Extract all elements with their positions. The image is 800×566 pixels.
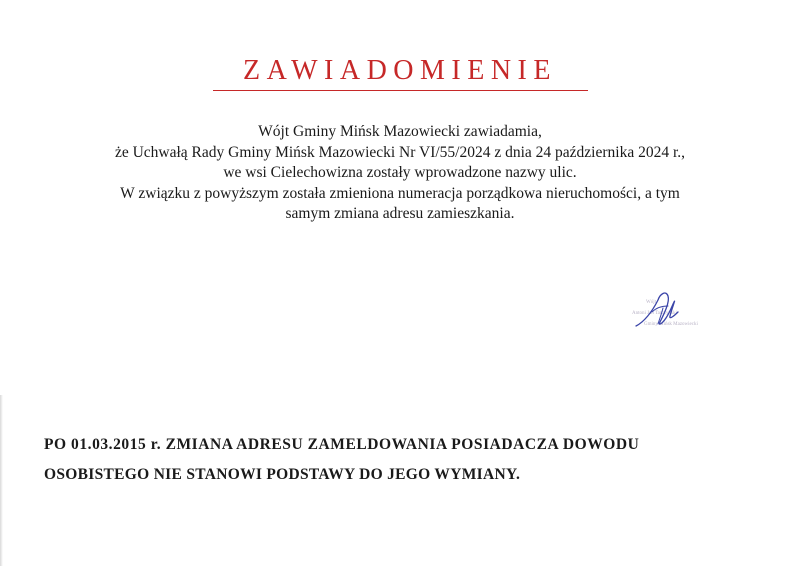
title-underline bbox=[213, 90, 588, 91]
body-line: Wójt Gminy Mińsk Mazowiecki zawiadamia, bbox=[258, 123, 542, 140]
body-line: samym zmiana adresu zamieszkania. bbox=[285, 205, 515, 222]
scan-edge-shadow bbox=[0, 395, 3, 566]
stamp-org: Gminy Mińsk Mazowiecki bbox=[644, 322, 698, 327]
body-line: że Uchwałą Rady Gminy Mińsk Mazowiecki Nr VI/55/2024 z dnia 24 października 2024 r., bbox=[114, 143, 686, 161]
signature-stamp bbox=[622, 282, 722, 342]
notice-line: OSOBISTEGO NIE STANOWI PODSTAWY DO JEGO WYMIANY. bbox=[44, 466, 521, 483]
body-line: W związku z powyższym została zmieniona numeracja porządkowa nieruchomości, a tym bbox=[120, 184, 680, 202]
stamp-role: Wójt bbox=[646, 300, 656, 305]
id-card-notice bbox=[44, 430, 764, 490]
document-title: ZAWIADOMIENIE bbox=[243, 55, 557, 86]
body-line: we wsi Cielechowizna zostały wprowadzone nazwy ulic. bbox=[223, 164, 577, 181]
notice-line: PO 01.03.2015 r. ZMIANA ADRESU ZAMELDOWANIA POSIADACZA DOWODU bbox=[44, 436, 640, 453]
stamp-name: Antoni Jan Tarczyński bbox=[632, 311, 677, 316]
handwritten-signature-icon bbox=[622, 282, 722, 342]
announcement-body bbox=[0, 122, 800, 225]
